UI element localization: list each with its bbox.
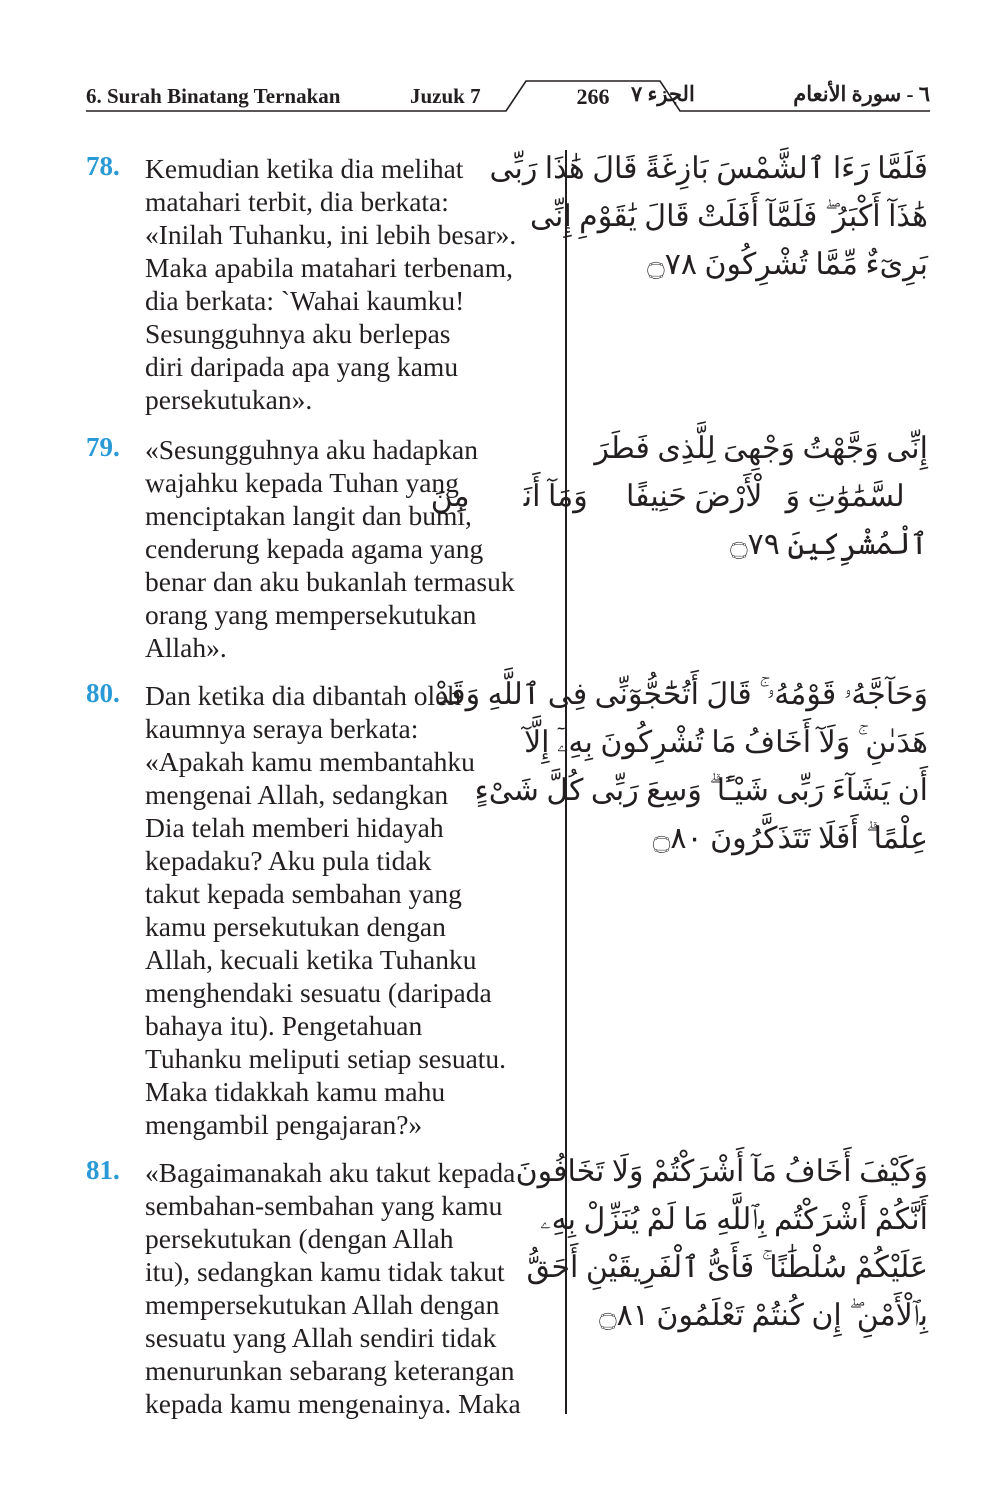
translation-line: Tuhanku meliputi setiap sesuatu. [145, 1043, 507, 1074]
arabic-verse [515, 1148, 928, 1340]
arabic-line: ٱلْمُشْرِكِينَ ۝٧٩ [730, 528, 928, 561]
translation-line: «Inilah Tuhanku, ini lebih besar». [145, 219, 517, 250]
translation-line: takut kepada sembahan yang [145, 878, 462, 909]
verse-number: 81. [86, 1155, 120, 1185]
translation-line: menurunkan sebarang keterangan [145, 1355, 515, 1386]
translation-line: cenderung kepada agama yang [145, 533, 484, 564]
surah-arabic: ٦ - سورة الأنعام [793, 82, 930, 106]
translation-line: dia berkata: `Wahai kaumku! [145, 285, 465, 316]
translation-line: mempersekutukan Allah dengan [145, 1289, 500, 1320]
verse-translation [145, 1156, 560, 1420]
translation-line: Maka apabila matahari terbenam, [145, 252, 514, 283]
translation-line: Maka tidakkah kamu mahu [145, 1076, 446, 1107]
translation-line: itu), sedangkan kamu tidak takut [145, 1256, 505, 1287]
arabic-line: عَلَيْكُمْ سُلْطَٰنًا ۚ فَأَىُّ ٱلْفَرِيقَيْنِ أَحَقُّ [526, 1251, 928, 1284]
translation-line: benar dan aku bukanlah termasuk [145, 566, 515, 597]
translation-line: Dia telah memberi hidayah [145, 812, 444, 843]
translation-line: «Apakah kamu membantahku [145, 746, 475, 777]
arabic-line: أَن يَشَآءَ رَبِّى شَيْـًٔا ۗ وَسِعَ رَبِّى كُلَّ شَىْءٍ [474, 774, 928, 807]
arabic-line: أَنَّكُمْ أَشْرَكْتُم بِٱللَّهِ مَا لَمْ يُنَزِّلْ بِهِۦ [540, 1203, 928, 1236]
verse-number: 79. [86, 432, 120, 462]
page-header [86, 70, 930, 126]
translation-line: «Sesungguhnya aku hadapkan [145, 434, 478, 465]
arabic-line: فَلَمَّا رَءَا ٱلشَّمْسَ بَازِغَةً قَالَ هَٰذَا رَبِّى [489, 152, 928, 185]
translation-line: bahaya itu). Pengetahuan [145, 1010, 423, 1041]
translation-line: sembahan-sembahan yang kamu [145, 1190, 503, 1221]
verse-number: 80. [86, 678, 120, 708]
arabic-line: هَٰذَآ أَكْبَرُ ۖ فَلَمَّآ أَفَلَتْ قَالَ يَٰقَوْمِ إِنِّى [529, 200, 928, 233]
translation-line: Dan ketika dia dibantah oleh [145, 680, 462, 711]
arabic-line: هَدَىٰنِ ۚ وَلَآ أَخَافُ مَا تُشْرِكُونَ بِهِۦٓ إِلَّآ [524, 726, 928, 759]
arabic-line: وَحَآجَّهُۥ قَوْمُهُۥ ۚ قَالَ أَتُحَٰٓجُّوٓنِّى فِى ٱللَّهِ وَقَدْ [435, 678, 928, 711]
arabic-line: ٱلسَّمَٰوَٰتِ وَٱلْأَرْضَ حَنِيفًا ۖ وَمَآ أَنَا۠ مِنَ [430, 480, 928, 513]
translation-line: orang yang mempersekutukan [145, 599, 477, 630]
arabic-verse [435, 671, 928, 863]
translation-line: «Bagaimanakah aku takut kepada [145, 1157, 516, 1188]
verse-translation [145, 433, 560, 664]
translation-line: persekutukan (dengan Allah [145, 1223, 454, 1254]
translation-line: matahari terbit, dia berkata: [145, 186, 449, 217]
surah-title: 6. Surah Binatang Ternakan [86, 84, 341, 108]
verse-number: 78. [86, 151, 120, 181]
verse-translation [145, 679, 560, 1141]
translation-line: kepada kamu mengenainya. Maka [145, 1388, 521, 1419]
arabic-line: بَرِىٓءٌ مِّمَّا تُشْرِكُونَ ۝٧٨ [647, 248, 928, 281]
translation-line: kamu persekutukan dengan [145, 911, 446, 942]
arabic-line: وَكَيْفَ أَخَافُ مَآ أَشْرَكْتُمْ وَلَا تَخَافُونَ [515, 1155, 928, 1188]
translation-line: mengenai Allah, sedangkan [145, 779, 449, 810]
translation-line: wajahku kepada Tuhan yang [145, 467, 459, 498]
arabic-verse [489, 145, 928, 289]
translation-line: menghendaki sesuatu (daripada [145, 977, 492, 1008]
translation-line: diri daripada apa yang kamu [145, 351, 459, 382]
arabic-line: بِٱلْأَمْنِ ۖ إِن كُنتُمْ تَعْلَمُونَ ۝٨١ [599, 1299, 928, 1332]
translation-line: mengambil pengajaran?» [145, 1109, 423, 1140]
translation-line: Allah, kecuali ketika Tuhanku [145, 944, 477, 975]
translation-line: Kemudian ketika dia melihat [145, 153, 464, 184]
translation-line: sesuatu yang Allah sendiri tidak [145, 1322, 497, 1353]
translation-line: kaumnya seraya berkata: [145, 713, 419, 744]
translation-line: kepadaku? Aku pula tidak [145, 845, 432, 876]
translation-line: persekutukan». [145, 384, 313, 415]
translation-line: Allah». [145, 632, 227, 663]
arabic-line: إِنِّى وَجَّهْتُ وَجْهِىَ لِلَّذِى فَطَرَ [594, 432, 928, 465]
arabic-verse [430, 425, 928, 569]
arabic-line: عِلْمًا ۗ أَفَلَا تَتَذَكَّرُونَ ۝٨٠ [652, 822, 928, 855]
translation-line: menciptakan langit dan bumi, [145, 500, 472, 531]
juz-arabic: الجزء ٧ [631, 82, 695, 106]
translation-line: Sesungguhnya aku berlepas [145, 318, 451, 349]
juzuk-label: Juzuk 7 [410, 84, 481, 108]
page-number: 266 [576, 84, 610, 109]
